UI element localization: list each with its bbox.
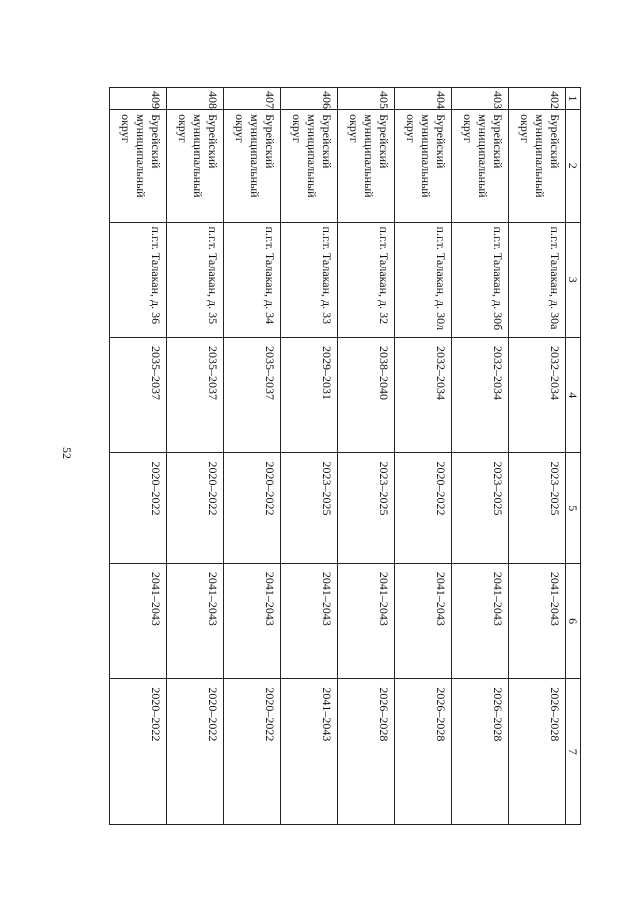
row-number: 408 [166,87,223,109]
address-cell: п.г.т. Талакан, д. 34 [223,222,280,337]
table-row [280,87,337,824]
table-row [166,87,223,824]
period-cell-6: 2041–2043 [451,563,508,678]
period-cell-4: 2035–2037 [109,337,166,452]
address-cell: п.г.т. Талакан, д. 33 [280,222,337,337]
period-cell-6: 2041–2043 [337,563,394,678]
period-cell-6: 2041–2043 [394,563,451,678]
period-cell-7: 2026–2028 [451,678,508,824]
column-header: 4 [565,337,580,452]
district-cell: Бурейский муниципальный округ [223,109,280,221]
row-number: 407 [223,87,280,109]
address-cell: п.г.т. Талакан, д. 30б [451,222,508,337]
period-cell-7: 2026–2028 [394,678,451,824]
address-cell: п.г.т. Талакан, д. 32 [337,222,394,337]
district-cell: Бурейский муниципальный округ [337,109,394,221]
period-cell-5: 2020–2022 [166,452,223,562]
table-row [451,87,508,824]
period-cell-6: 2041–2043 [223,563,280,678]
period-cell-6: 2041–2043 [280,563,337,678]
address-cell: п.г.т. Талакан, д. 30л [394,222,451,337]
table-row [508,87,565,824]
column-header: 1 [565,87,580,109]
period-cell-4: 2032–2034 [451,337,508,452]
period-cell-5: 2023–2025 [451,452,508,562]
period-cell-6: 2041–2043 [508,563,565,678]
period-cell-4: 2032–2034 [394,337,451,452]
table-row [223,87,280,824]
row-number: 405 [337,87,394,109]
table-row [337,87,394,824]
period-cell-6: 2041–2043 [166,563,223,678]
period-cell-5: 2023–2025 [337,452,394,562]
column-header: 2 [565,109,580,221]
header-row [565,87,580,824]
table-container [110,85,579,823]
address-cell: п.г.т. Талакан, д. 30а [508,222,565,337]
period-cell-6: 2041–2043 [109,563,166,678]
page-number: 52 [60,447,74,459]
period-cell-4: 2035–2037 [166,337,223,452]
column-header: 7 [565,678,580,824]
period-cell-7: 2041–2043 [280,678,337,824]
period-cell-4: 2029–2031 [280,337,337,452]
period-cell-7: 2026–2028 [337,678,394,824]
row-number: 403 [451,87,508,109]
district-cell: Бурейский муниципальный округ [280,109,337,221]
district-cell: Бурейский муниципальный округ [394,109,451,221]
row-number: 402 [508,87,565,109]
column-header: 6 [565,563,580,678]
period-cell-7: 2020–2022 [109,678,166,824]
data-table [109,87,581,825]
column-header: 3 [565,222,580,337]
district-cell: Бурейский муниципальный округ [508,109,565,221]
table-row [109,87,166,824]
table-row [394,87,451,824]
period-cell-7: 2020–2022 [223,678,280,824]
row-number: 406 [280,87,337,109]
period-cell-5: 2020–2022 [394,452,451,562]
period-cell-4: 2038–2040 [337,337,394,452]
period-cell-5: 2023–2025 [280,452,337,562]
row-number: 404 [394,87,451,109]
district-cell: Бурейский муниципальный округ [166,109,223,221]
period-cell-5: 2020–2022 [109,452,166,562]
period-cell-4: 2032–2034 [508,337,565,452]
column-header: 5 [565,452,580,562]
period-cell-7: 2026–2028 [508,678,565,824]
period-cell-7: 2020–2022 [166,678,223,824]
address-cell: п.г.т. Талакан, д. 35 [166,222,223,337]
period-cell-5: 2023–2025 [508,452,565,562]
district-cell: Бурейский муниципальный округ [109,109,166,221]
period-cell-4: 2035–2037 [223,337,280,452]
period-cell-5: 2020–2022 [223,452,280,562]
address-cell: п.г.т. Талакан, д. 36 [109,222,166,337]
district-cell: Бурейский муниципальный округ [451,109,508,221]
row-number: 409 [109,87,166,109]
